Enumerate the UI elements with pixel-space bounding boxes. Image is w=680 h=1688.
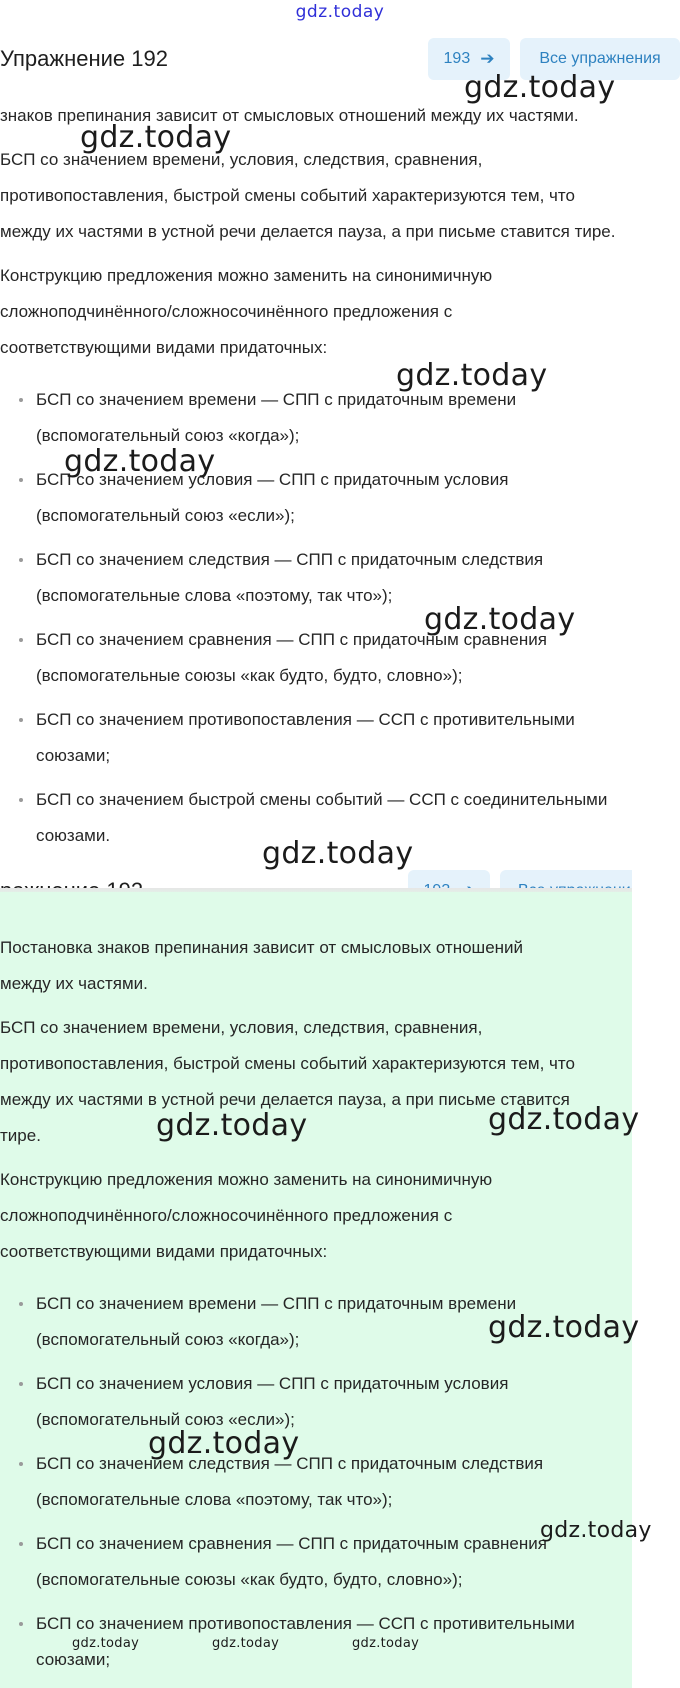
watermark-text: gdz.today: [424, 602, 576, 637]
list-item: БСП со значением быстрой смены событий — ССП с соединительными союзами.: [36, 782, 680, 854]
all-exercises-label: Все упражнения: [539, 50, 661, 67]
site-logo[interactable]: gdz.today: [295, 2, 385, 22]
next-exercise-label: 193: [443, 50, 471, 67]
arrow-right-icon: ➔: [480, 49, 495, 68]
watermark-text: gdz.today: [488, 1310, 640, 1345]
list-item: БСП со значением условия — СПП с придаточным условия (вспомогательный союз «если»);: [36, 1366, 632, 1438]
watermark-text: gdz.today: [156, 1108, 308, 1143]
answer-text-2: [0, 930, 632, 1686]
list-item: БСП со значением следствия — СПП с придаточным следствия (вспомогательные слова «поэтому, так что»);: [36, 542, 680, 614]
watermark-text: gdz.today: [212, 1636, 280, 1651]
answer-paragraph: Конструкцию предложения можно заменить на синонимичную сложноподчинённого/сложносочинённого предложения с соответствующими видами придаточных:: [0, 1170, 493, 1261]
list-item: БСП со значением сравнения — СПП с придаточным сравнения (вспомогательные союзы «как будто, будто, словно»);: [36, 622, 680, 694]
watermark-text: gdz.today: [148, 1426, 300, 1461]
watermark-text: gdz.today: [64, 444, 216, 479]
watermark-text: gdz.today: [262, 836, 414, 871]
answer-text-1: [0, 98, 680, 862]
list-item: БСП со значением следствия — СПП с придаточным следствия (вспомогательные слова «поэтому, так что»);: [36, 1446, 632, 1518]
watermark-text: gdz.today: [396, 358, 548, 393]
page-title: Упражнение 192: [0, 46, 168, 71]
list-item: БСП со значением времени — СПП с придаточным времени (вспомогательный союз «когда»);: [36, 382, 680, 454]
answer-paragraph: БСП со значением времени, условия, следствия, сравнения, противопоставления, быстрой смены событий характеризуются тем, что между их частями в устной речи делается пауза, а при письме ставится тире.: [0, 1018, 575, 1145]
list-item: БСП со значением противопоставления — ССП с противительными союзами;: [36, 1606, 632, 1678]
answer-paragraph: Конструкцию предложения можно заменить на синонимичную сложноподчинённого/сложносочинённого предложения с соответствующими видами придаточных:: [0, 266, 493, 357]
list-item: БСП со значением противопоставления — ССП с противительными союзами;: [36, 702, 680, 774]
watermark-text: gdz.today: [352, 1636, 420, 1651]
watermark-text: gdz.today: [540, 1518, 652, 1543]
answer-paragraph: Постановка знаков препинания зависит от смысловых отношений между их частями.: [0, 938, 524, 993]
answer-paragraph: знаков препинания зависит от смысловых отношений между их частями.: [0, 106, 579, 125]
list-item: БСП со значением сравнения — СПП с придаточным сравнения (вспомогательные союзы «как будто, будто, словно»);: [36, 1526, 632, 1598]
watermark-text: gdz.today: [464, 70, 616, 105]
answer-paragraph: БСП со значением времени, условия, следствия, сравнения, противопоставления, быстрой смены событий характеризуются тем, что между их частями в устной речи делается пауза, а при письме ставится тире.: [0, 150, 616, 241]
list-item: БСП со значением условия — СПП с придаточным условия (вспомогательный союз «если»);: [36, 462, 680, 534]
watermark-text: gdz.today: [80, 120, 232, 155]
list-item: БСП со значением времени — СПП с придаточным времени (вспомогательный союз «когда»);: [36, 1286, 632, 1358]
watermark-text: gdz.today: [488, 1102, 640, 1137]
watermark-text: gdz.today: [72, 1636, 140, 1651]
